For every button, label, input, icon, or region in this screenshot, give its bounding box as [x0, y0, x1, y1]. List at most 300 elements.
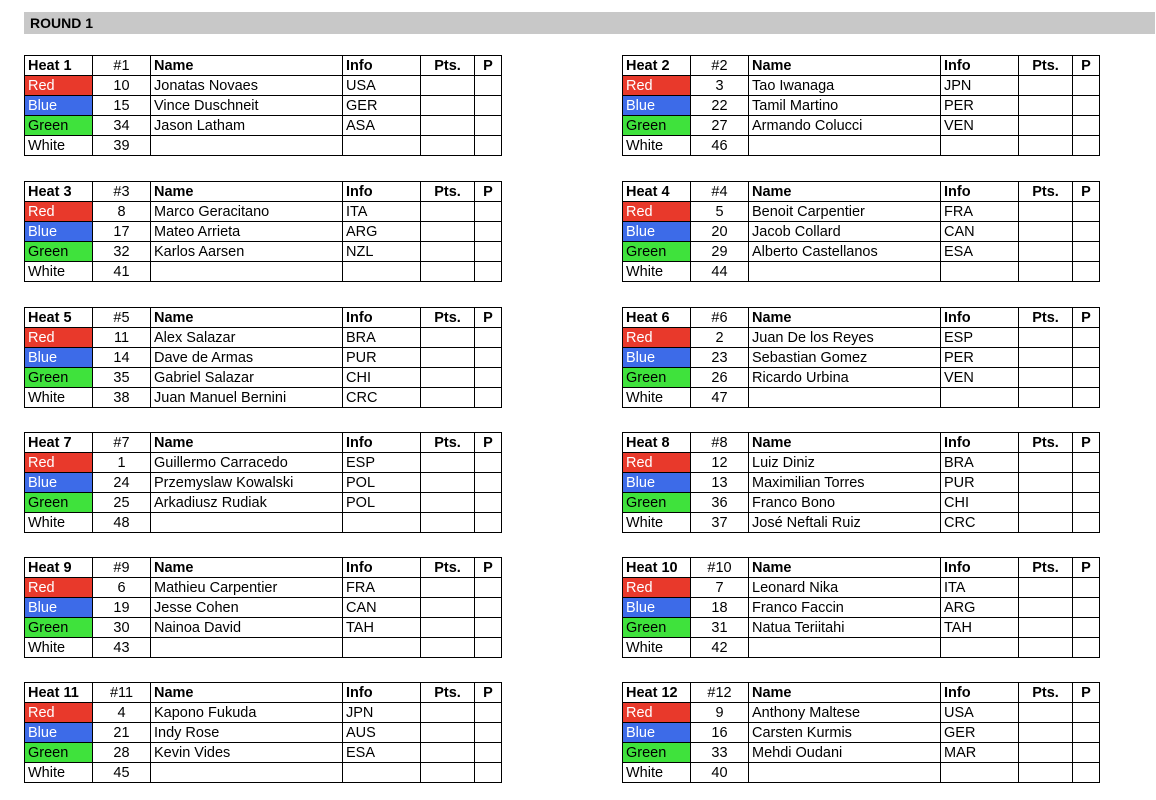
p-header: P [475, 683, 502, 703]
placing-cell [1073, 493, 1100, 513]
surfer-name: Jonatas Novaes [151, 76, 343, 96]
heat-label: Heat 11 [25, 683, 93, 703]
placing-cell [1073, 598, 1100, 618]
country-info [343, 136, 421, 156]
competitor-row [25, 473, 502, 493]
heat-table [24, 682, 502, 783]
surfer-name: Sebastian Gomez [749, 348, 941, 368]
competitor-row [623, 598, 1100, 618]
name-header: Name [749, 433, 941, 453]
jersey-color: Blue [25, 96, 93, 116]
seed-number: 9 [691, 703, 749, 723]
placing-cell [1073, 242, 1100, 262]
country-info [941, 638, 1019, 658]
seed-number: 24 [93, 473, 151, 493]
points-cell [421, 473, 475, 493]
points-header: Pts. [1019, 433, 1073, 453]
info-header: Info [343, 182, 421, 202]
points-cell [1019, 116, 1073, 136]
seed-number: 26 [691, 368, 749, 388]
surfer-name: Alex Salazar [151, 328, 343, 348]
info-header: Info [343, 558, 421, 578]
points-cell [1019, 328, 1073, 348]
info-header: Info [343, 683, 421, 703]
surfer-name: Jacob Collard [749, 222, 941, 242]
country-info [343, 763, 421, 783]
seed-number: 1 [93, 453, 151, 473]
heat-table [24, 55, 502, 156]
p-header: P [1073, 308, 1100, 328]
country-info: MAR [941, 743, 1019, 763]
jersey-color: Blue [623, 598, 691, 618]
points-cell [421, 618, 475, 638]
surfer-name: Jesse Cohen [151, 598, 343, 618]
placing-cell [1073, 638, 1100, 658]
country-info: PUR [941, 473, 1019, 493]
surfer-name [151, 638, 343, 658]
round-title: ROUND 1 [24, 12, 1155, 34]
competitor-row [25, 618, 502, 638]
jersey-color: White [25, 638, 93, 658]
heat-number: #8 [691, 433, 749, 453]
heat-number: #1 [93, 56, 151, 76]
jersey-color: Red [25, 202, 93, 222]
heat-label: Heat 7 [25, 433, 93, 453]
jersey-color: White [25, 136, 93, 156]
competitor-row [623, 473, 1100, 493]
placing-cell [475, 116, 502, 136]
jersey-color: Green [623, 368, 691, 388]
competitor-row [25, 763, 502, 783]
competitor-row [25, 513, 502, 533]
surfer-name: Anthony Maltese [749, 703, 941, 723]
surfer-name: Tao Iwanaga [749, 76, 941, 96]
country-info: GER [941, 723, 1019, 743]
seed-number: 39 [93, 136, 151, 156]
heat-label: Heat 5 [25, 308, 93, 328]
jersey-color: Red [25, 76, 93, 96]
country-info: USA [343, 76, 421, 96]
placing-cell [1073, 513, 1100, 533]
country-info: AUS [343, 723, 421, 743]
jersey-color: Red [623, 703, 691, 723]
points-cell [1019, 348, 1073, 368]
p-header: P [1073, 683, 1100, 703]
competitor-row [25, 242, 502, 262]
country-info: ITA [941, 578, 1019, 598]
competitor-row [623, 453, 1100, 473]
country-info: CHI [941, 493, 1019, 513]
country-info: PER [941, 348, 1019, 368]
placing-cell [1073, 76, 1100, 96]
surfer-name [749, 262, 941, 282]
info-header: Info [941, 433, 1019, 453]
surfer-name: Ricardo Urbina [749, 368, 941, 388]
placing-cell [475, 222, 502, 242]
placing-cell [1073, 578, 1100, 598]
competitor-row [623, 638, 1100, 658]
points-cell [1019, 618, 1073, 638]
country-info: NZL [343, 242, 421, 262]
placing-cell [475, 136, 502, 156]
points-cell [421, 348, 475, 368]
points-cell [1019, 703, 1073, 723]
jersey-color: Blue [25, 723, 93, 743]
seed-number: 18 [691, 598, 749, 618]
placing-cell [475, 348, 502, 368]
jersey-color: White [25, 763, 93, 783]
placing-cell [475, 703, 502, 723]
heat-table [622, 55, 1100, 156]
surfer-name: Nainoa David [151, 618, 343, 638]
competitor-row [623, 388, 1100, 408]
heat-table [622, 181, 1100, 282]
surfer-name [151, 136, 343, 156]
seed-number: 30 [93, 618, 151, 638]
country-info: ASA [343, 116, 421, 136]
jersey-color: Green [623, 242, 691, 262]
surfer-name: Mateo Arrieta [151, 222, 343, 242]
points-cell [421, 578, 475, 598]
seed-number: 23 [691, 348, 749, 368]
country-info: ITA [343, 202, 421, 222]
surfer-name [749, 638, 941, 658]
points-header: Pts. [421, 433, 475, 453]
surfer-name: Leonard Nika [749, 578, 941, 598]
country-info: ARG [343, 222, 421, 242]
heat-number: #3 [93, 182, 151, 202]
points-cell [421, 96, 475, 116]
placing-cell [475, 368, 502, 388]
points-cell [1019, 598, 1073, 618]
competitor-row [623, 743, 1100, 763]
placing-cell [1073, 618, 1100, 638]
seed-number: 8 [93, 202, 151, 222]
surfer-name: Vince Duschneit [151, 96, 343, 116]
placing-cell [1073, 262, 1100, 282]
points-header: Pts. [421, 558, 475, 578]
heat-table [24, 307, 502, 408]
placing-cell [475, 76, 502, 96]
heat-label: Heat 10 [623, 558, 691, 578]
surfer-name: Guillermo Carracedo [151, 453, 343, 473]
country-info: CRC [343, 388, 421, 408]
points-cell [1019, 453, 1073, 473]
heat-header-row [623, 56, 1100, 76]
placing-cell [1073, 763, 1100, 783]
points-cell [421, 493, 475, 513]
placing-cell [1073, 703, 1100, 723]
seed-number: 5 [691, 202, 749, 222]
heat-number: #7 [93, 433, 151, 453]
country-info [343, 262, 421, 282]
name-header: Name [151, 433, 343, 453]
heat-table [24, 432, 502, 533]
competitor-row [25, 388, 502, 408]
jersey-color: White [623, 638, 691, 658]
competitor-row [25, 638, 502, 658]
surfer-name: Mathieu Carpentier [151, 578, 343, 598]
country-info: VEN [941, 116, 1019, 136]
seed-number: 11 [93, 328, 151, 348]
competitor-row [25, 578, 502, 598]
jersey-color: White [623, 262, 691, 282]
placing-cell [1073, 453, 1100, 473]
seed-number: 10 [93, 76, 151, 96]
points-header: Pts. [1019, 182, 1073, 202]
name-header: Name [151, 683, 343, 703]
points-header: Pts. [1019, 683, 1073, 703]
competitor-row [623, 348, 1100, 368]
seed-number: 43 [93, 638, 151, 658]
seed-number: 13 [691, 473, 749, 493]
surfer-name: Benoit Carpentier [749, 202, 941, 222]
country-info: USA [941, 703, 1019, 723]
country-info [941, 262, 1019, 282]
info-header: Info [343, 433, 421, 453]
points-cell [421, 328, 475, 348]
points-cell [1019, 638, 1073, 658]
country-info: JPN [343, 703, 421, 723]
jersey-color: Red [623, 202, 691, 222]
heat-table [622, 432, 1100, 533]
info-header: Info [941, 683, 1019, 703]
country-info: POL [343, 473, 421, 493]
placing-cell [1073, 743, 1100, 763]
placing-cell [1073, 136, 1100, 156]
placing-cell [475, 513, 502, 533]
seed-number: 28 [93, 743, 151, 763]
surfer-name [749, 136, 941, 156]
points-cell [421, 136, 475, 156]
seed-number: 42 [691, 638, 749, 658]
competitor-row [623, 763, 1100, 783]
name-header: Name [151, 308, 343, 328]
competitor-row [25, 493, 502, 513]
competitor-row [623, 328, 1100, 348]
heat-number: #5 [93, 308, 151, 328]
competitor-row [623, 618, 1100, 638]
placing-cell [475, 763, 502, 783]
info-header: Info [343, 308, 421, 328]
points-cell [421, 763, 475, 783]
seed-number: 20 [691, 222, 749, 242]
heat-label: Heat 8 [623, 433, 691, 453]
name-header: Name [151, 182, 343, 202]
info-header: Info [343, 56, 421, 76]
competitor-row [25, 116, 502, 136]
placing-cell [475, 578, 502, 598]
seed-number: 25 [93, 493, 151, 513]
points-cell [1019, 368, 1073, 388]
heat-header-row [623, 558, 1100, 578]
placing-cell [475, 328, 502, 348]
seed-number: 32 [93, 242, 151, 262]
competitor-row [623, 76, 1100, 96]
jersey-color: Red [25, 328, 93, 348]
jersey-color: White [623, 513, 691, 533]
heat-number: #12 [691, 683, 749, 703]
seed-number: 12 [691, 453, 749, 473]
country-info: CRC [941, 513, 1019, 533]
jersey-color: Blue [623, 222, 691, 242]
placing-cell [475, 493, 502, 513]
jersey-color: Green [623, 493, 691, 513]
jersey-color: White [25, 262, 93, 282]
seed-number: 40 [691, 763, 749, 783]
points-cell [421, 222, 475, 242]
points-cell [1019, 242, 1073, 262]
surfer-name: Kapono Fukuda [151, 703, 343, 723]
seed-number: 2 [691, 328, 749, 348]
heat-label: Heat 12 [623, 683, 691, 703]
country-info: POL [343, 493, 421, 513]
heat-table [24, 557, 502, 658]
heat-header-row [25, 558, 502, 578]
heat-header-row [25, 56, 502, 76]
surfer-name: Karlos Aarsen [151, 242, 343, 262]
surfer-name: Marco Geracitano [151, 202, 343, 222]
surfer-name: Indy Rose [151, 723, 343, 743]
jersey-color: Red [25, 453, 93, 473]
seed-number: 14 [93, 348, 151, 368]
name-header: Name [749, 308, 941, 328]
info-header: Info [941, 308, 1019, 328]
seed-number: 44 [691, 262, 749, 282]
placing-cell [475, 96, 502, 116]
jersey-color: Blue [623, 723, 691, 743]
points-cell [1019, 96, 1073, 116]
seed-number: 34 [93, 116, 151, 136]
jersey-color: Green [25, 368, 93, 388]
seed-number: 33 [691, 743, 749, 763]
surfer-name: Natua Teriitahi [749, 618, 941, 638]
placing-cell [1073, 473, 1100, 493]
seed-number: 21 [93, 723, 151, 743]
points-cell [1019, 76, 1073, 96]
competitor-row [25, 262, 502, 282]
placing-cell [475, 723, 502, 743]
surfer-name [151, 763, 343, 783]
country-info: CAN [941, 222, 1019, 242]
seed-number: 6 [93, 578, 151, 598]
surfer-name: Armando Colucci [749, 116, 941, 136]
seed-number: 7 [691, 578, 749, 598]
points-cell [1019, 763, 1073, 783]
surfer-name: Dave de Armas [151, 348, 343, 368]
jersey-color: Red [623, 328, 691, 348]
competitor-row [623, 96, 1100, 116]
country-info: ESA [941, 242, 1019, 262]
p-header: P [475, 433, 502, 453]
points-cell [421, 262, 475, 282]
heat-header-row [623, 433, 1100, 453]
jersey-color: Blue [25, 222, 93, 242]
surfer-name: Arkadiusz Rudiak [151, 493, 343, 513]
seed-number: 22 [691, 96, 749, 116]
surfer-name: Maximilian Torres [749, 473, 941, 493]
points-header: Pts. [1019, 308, 1073, 328]
surfer-name: Kevin Vides [151, 743, 343, 763]
country-info: TAH [941, 618, 1019, 638]
competitor-row [623, 703, 1100, 723]
country-info: PUR [343, 348, 421, 368]
country-info: BRA [941, 453, 1019, 473]
seed-number: 47 [691, 388, 749, 408]
placing-cell [1073, 723, 1100, 743]
points-cell [1019, 493, 1073, 513]
country-info: ESP [343, 453, 421, 473]
p-header: P [1073, 558, 1100, 578]
competitor-row [25, 723, 502, 743]
jersey-color: White [623, 388, 691, 408]
placing-cell [1073, 348, 1100, 368]
country-info: VEN [941, 368, 1019, 388]
competitor-row [623, 723, 1100, 743]
competitor-row [623, 222, 1100, 242]
competitor-row [25, 368, 502, 388]
p-header: P [1073, 56, 1100, 76]
jersey-color: White [25, 388, 93, 408]
competitor-row [623, 116, 1100, 136]
competitor-row [25, 202, 502, 222]
competitor-row [25, 743, 502, 763]
competitor-row [623, 202, 1100, 222]
country-info [343, 638, 421, 658]
jersey-color: Red [623, 578, 691, 598]
competitor-row [25, 76, 502, 96]
jersey-color: Green [25, 116, 93, 136]
jersey-color: Blue [25, 598, 93, 618]
competitor-row [623, 493, 1100, 513]
competitor-row [623, 578, 1100, 598]
surfer-name: Tamil Martino [749, 96, 941, 116]
points-cell [421, 388, 475, 408]
placing-cell [475, 262, 502, 282]
points-cell [1019, 262, 1073, 282]
heat-number: #6 [691, 308, 749, 328]
competitor-row [623, 262, 1100, 282]
competitor-row [25, 328, 502, 348]
p-header: P [1073, 182, 1100, 202]
competitor-row [623, 242, 1100, 262]
heat-number: #10 [691, 558, 749, 578]
country-info: BRA [343, 328, 421, 348]
points-cell [1019, 578, 1073, 598]
jersey-color: Green [25, 618, 93, 638]
points-cell [421, 598, 475, 618]
points-cell [1019, 388, 1073, 408]
country-info: FRA [941, 202, 1019, 222]
info-header: Info [941, 558, 1019, 578]
seed-number: 15 [93, 96, 151, 116]
points-header: Pts. [421, 683, 475, 703]
seed-number: 45 [93, 763, 151, 783]
info-header: Info [941, 182, 1019, 202]
name-header: Name [749, 182, 941, 202]
heat-label: Heat 2 [623, 56, 691, 76]
country-info: CHI [343, 368, 421, 388]
heat-label: Heat 3 [25, 182, 93, 202]
p-header: P [475, 56, 502, 76]
heat-table [622, 307, 1100, 408]
jersey-color: White [25, 513, 93, 533]
surfer-name: Przemyslaw Kowalski [151, 473, 343, 493]
heat-header-row [623, 308, 1100, 328]
country-info: ARG [941, 598, 1019, 618]
country-info: FRA [343, 578, 421, 598]
surfer-name [151, 262, 343, 282]
